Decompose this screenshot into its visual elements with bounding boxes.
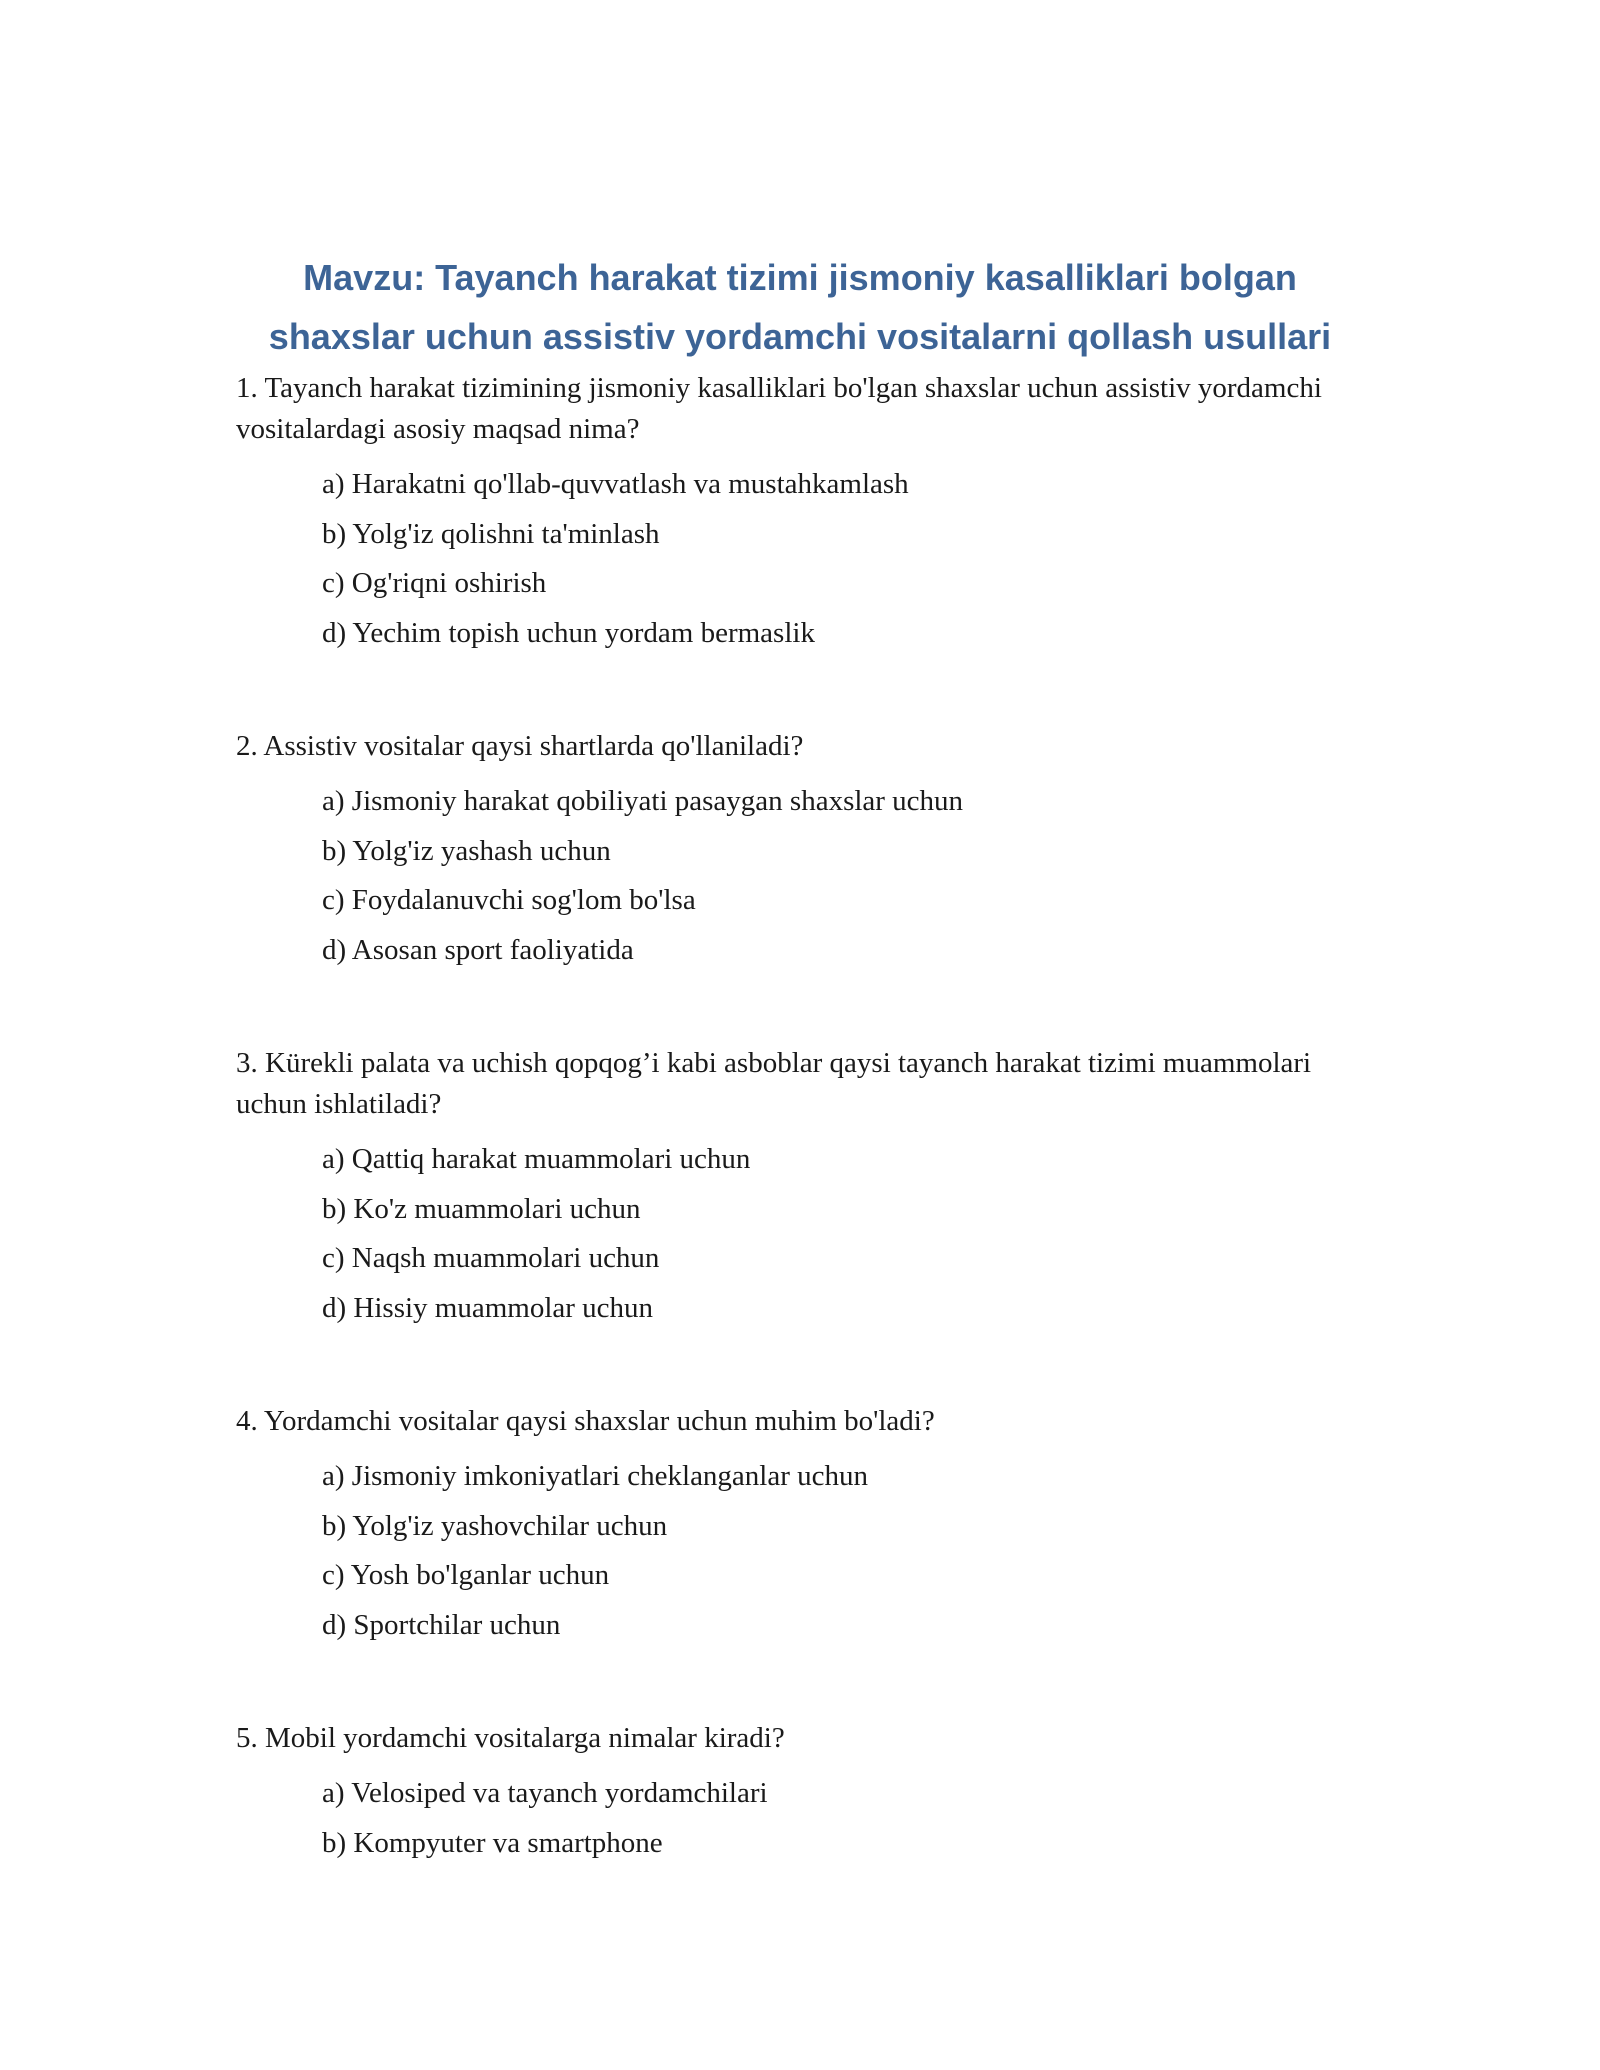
option-item: b) Kompyuter va smartphone — [322, 1826, 663, 1859]
question-text: 1. Tayanch harakat tizimining jismoniy kasalliklari bo'lgan shaxslar uchun assistiv yordamchi vositalardagi asosiy maqsad nima? — [236, 372, 1322, 445]
title-line-2: shaxslar uchun assistiv yordamchi vositalarni qollash usullari — [268, 316, 1332, 357]
question-1 — [236, 368, 1376, 658]
option-item: a) Velosiped va tayanch yordamchilari — [322, 1777, 768, 1809]
question-4 — [236, 1401, 1376, 1650]
option-item: b) Ko'z muammolari uchun — [322, 1192, 641, 1225]
option-item: d) Hissiy muammolar uchun — [322, 1291, 654, 1324]
page-title — [236, 248, 1364, 366]
option-item: c) Og'riqni oshirish — [322, 567, 547, 599]
title-line-1: Mavzu: Tayanch harakat tizimi jismoniy kasalliklari bolgan — [303, 257, 1297, 298]
option-item: a) Jismoniy imkoniyatlari cheklanganlar uchun — [322, 1460, 869, 1492]
spacer — [236, 658, 1376, 726]
spacer — [236, 1650, 1376, 1718]
option-item: c) Naqsh muammolari uchun — [322, 1242, 660, 1274]
option-list — [236, 1452, 1376, 1650]
option-item: a) Qattiq harakat muammolari uchun — [322, 1143, 751, 1175]
question-text: 3. Kürekli palata va uchish qopqog’i kabi asboblar qaysi tayanch harakat tizimi muammolari uchun ishlatiladi? — [236, 1047, 1312, 1120]
question-text: 2. Assistiv vositalar qaysi shartlarda qo'llaniladi? — [236, 730, 804, 762]
quiz-content — [236, 368, 1376, 1868]
option-item: b) Yolg'iz yashovchilar uchun — [322, 1509, 668, 1542]
option-item: d) Asosan sport faoliyatida — [322, 933, 634, 966]
question-2 — [236, 726, 1376, 975]
question-5 — [236, 1718, 1376, 1868]
option-item: a) Harakatni qo'llab-quvvatlash va mustahkamlash — [322, 468, 909, 500]
option-item: b) Yolg'iz qolishni ta'minlash — [322, 517, 660, 550]
option-item: c) Yosh bo'lganlar uchun — [322, 1559, 610, 1591]
question-3 — [236, 1043, 1376, 1333]
question-text: 5. Mobil yordamchi vositalarga nimalar kiradi? — [236, 1722, 785, 1754]
option-item: b) Yolg'iz yashash uchun — [322, 834, 611, 867]
option-list — [236, 460, 1376, 658]
option-list — [236, 1769, 1376, 1868]
spacer — [236, 975, 1376, 1043]
option-item: c) Foydalanuvchi sog'lom bo'lsa — [322, 884, 696, 916]
option-item: a) Jismoniy harakat qobiliyati pasaygan shaxslar uchun — [322, 785, 964, 817]
option-item: d) Yechim topish uchun yordam bermaslik — [322, 616, 815, 649]
spacer — [236, 1333, 1376, 1401]
option-item: d) Sportchilar uchun — [322, 1608, 561, 1641]
option-list — [236, 1135, 1376, 1333]
option-list — [236, 777, 1376, 975]
question-text: 4. Yordamchi vositalar qaysi shaxslar uchun muhim bo'ladi? — [236, 1405, 935, 1437]
